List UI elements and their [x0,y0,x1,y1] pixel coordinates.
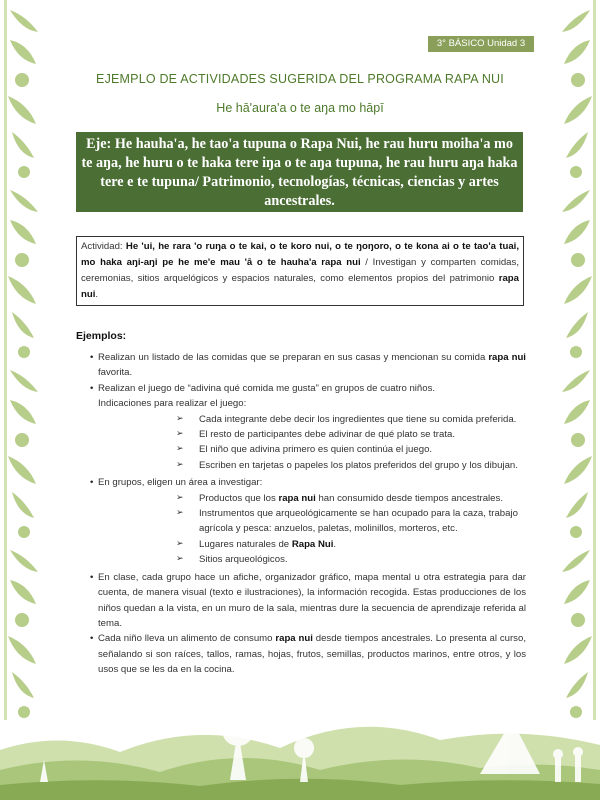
sub-list-item: ➢ El resto de participantes debe adivinar de qué plato se trata. [76,427,526,442]
eje-banner [76,132,523,212]
item-text: Productos que los [199,492,279,504]
actividad-label: Actividad: [81,241,126,252]
sub-list-item [76,537,526,552]
grade-unit-badge: 3° BÁSICO Unidad 3 [428,36,534,52]
list-item [76,350,526,381]
sub-list-item: ➢ Sitios arqueológicos. [76,552,526,567]
document-subtitle: He hā'aura'a o te aŋa mo hāpī [216,101,384,115]
item-text: han consumido desde tiempos ancestrales. [315,492,503,504]
item-text: desde tiempos ancestrales. Lo presenta al curso, señalando si son raíces, tallos, ramas, hojas, frutos, semillas, productos marinos, entre otros, y los usos que se les da en la cocina. [98,633,526,676]
item-text: En grupos, eligen un área a investigar: [98,477,263,489]
actividad-box [76,236,524,306]
item-term: rapa nui [275,633,313,645]
sub-list-item: ➢ Instrumentos que arqueológicamente se han ocupado para la caza, trabajo agrícola y pesca: anzuelos, paletas, molinillos, morteros, etc. [76,506,526,537]
sub-list-item: ➢ Escriben en tarjetas o papeles los platos preferidos del grupo y los dibujan. [76,458,526,473]
actividad-end: . [95,289,99,300]
actividad-term: rapa nui [81,273,519,300]
item-term: rapa nui [278,492,316,504]
actividad-rapanui: He 'ui, he rara 'o ruŋa o te kai, o te koro nui, o te ŋoŋoro, o te kona ai o te tao'a tuai, mo haka aŋi-aŋi pe he me'e mau 'ā o te hauha'a rapa nui [81,241,519,268]
landscape-illustration [0,690,600,800]
item-text: favorita. [98,367,133,379]
list-item [76,570,526,632]
sub-list-item: ➢ El niño que adivina primero es quien continúa el juego. [76,442,526,457]
item-term: Rapa Nui [291,538,334,550]
list-item [76,475,526,490]
list-item-continuation: Indicaciones para realizar el juego: [98,398,247,410]
item-text: . [333,538,337,550]
item-term: rapa nui [488,352,526,363]
item-text: Cada niño lleva un alimento de consumo [98,633,276,645]
list-item [76,631,526,677]
item-text: Realizan un listado de las comidas que se preparan en sus casas y mencionan su comida [98,352,489,363]
actividad-spanish: / Investigan y comparten comidas, ceremonias, sitios arquelógicos y espacios naturales, como elementos propios del patrimonio [81,257,519,284]
item-text: Lugares naturales de [199,538,292,550]
ejemplos-heading: Ejemplos: [76,330,127,342]
item-text: Realizan el juego de “adivina qué comida me gusta” en grupos de cuatro niños. [98,382,436,394]
sub-list-item: ➢ Cada integrante debe decir los ingredientes que tiene su comida preferida. [76,412,526,427]
sub-list-item [76,491,526,506]
ejemplos-list [76,350,526,678]
eje-text: Eje: He hauha'a, he tao'a tupuna o Rapa Nui, he rau huru moiha'a mo te aŋa, he huru o te haka tere iŋa o te aŋa tupuna, he rau huru aŋa haka tere e te tupuna/ Patrimonio, tecnologías, técnicas, ciencias y artes ancestrales. [81,136,518,209]
item-text: En clase, cada grupo hace un afiche, organizador gráfico, mapa mental u otra estrategia para dar cuenta, de manera visual (texto e ilustraciones), la información recogida. Estas producciones de los niños quedan a la vista, en un muro de la sala, mientras dure la secuencia de aprendizaje referida al tema. [98,571,526,629]
list-item [76,381,526,396]
document-title: EJEMPLO DE ACTIVIDADES SUGERIDA DEL PROGRAMA RAPA NUI [96,72,504,86]
